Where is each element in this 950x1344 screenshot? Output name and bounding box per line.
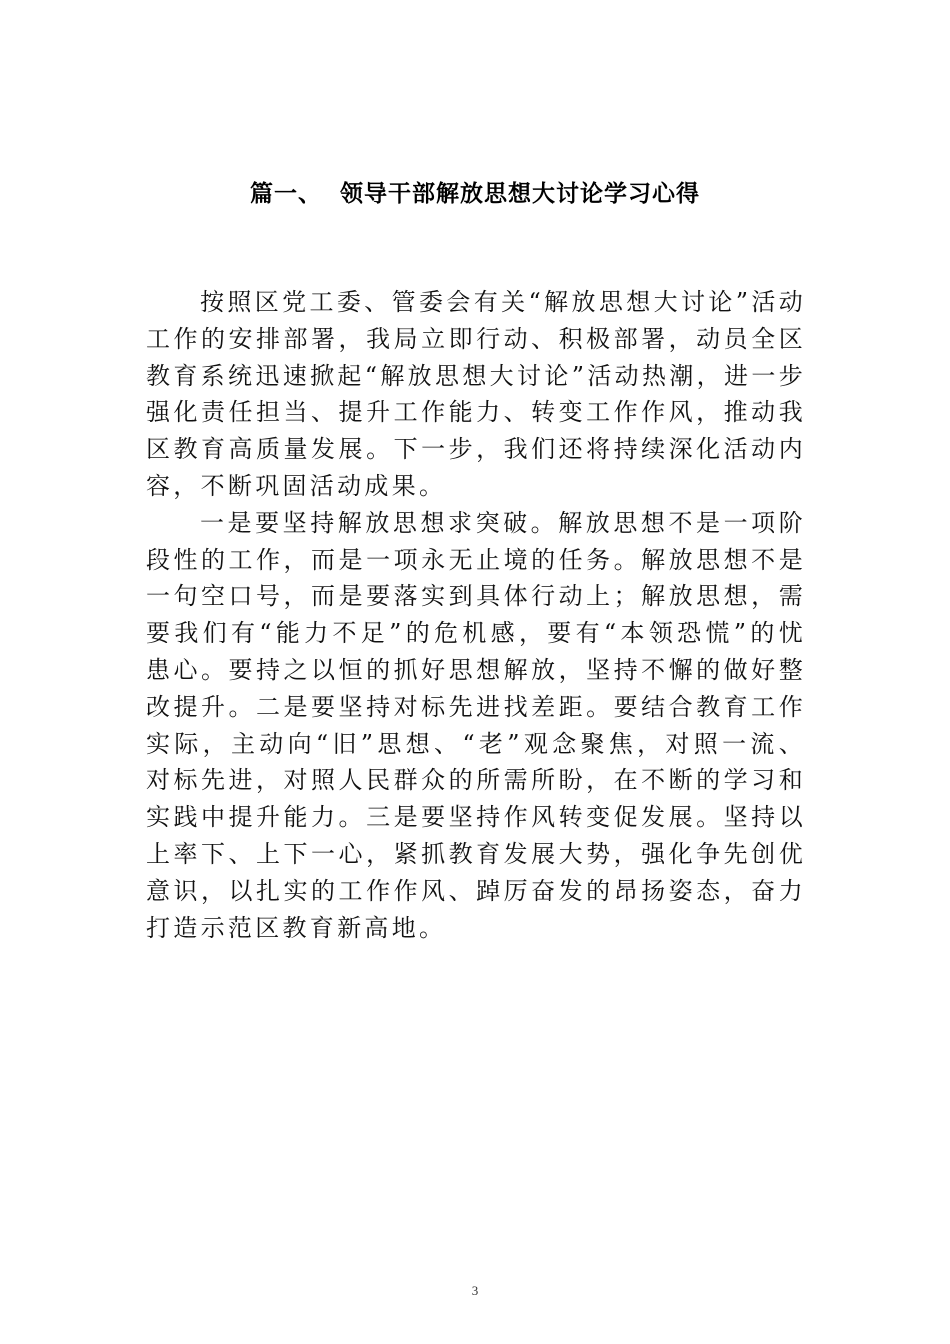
document-title: 篇一、 领导干部解放思想大讨论学习心得 [249,181,700,207]
paragraph-intro: 按照区党工委、管委会有关“解放思想大讨论”活动工作的安排部署，我局立即行动、积极部署，动员全区教育系统迅速掀起“解放思想大讨论”活动热潮，进一步强化责任担当、提升工作能力、转变工作作风，推动我区教育高质量发展。下一步，我们还将持续深化活动内容，不断巩固活动成果。 [146,288,806,500]
page-number: 3 [471,1283,479,1298]
document-body [146,284,806,946]
paragraph-main: 一是要坚持解放思想求突破。解放思想不是一项阶段性的工作，而是一项永无止境的任务。解放思想不是一句空口号，而是要落实到具体行动上；解放思想，需要我们有“能力不足”的危机感，要有“本领恐慌”的忧患心。要持之以恒的抓好思想解放，坚持不懈的做好整改提升。二是要坚持对标先进找差距。要结合教育工作实际，主动向“旧”思想、“老”观念聚焦，对照一流、对标先进，对照人民群众的所需所盼，在不断的学习和实践中提升能力。三是要坚持作风转变促发展。坚持以上率下、上下一心，紧抓教育发展大势，强化争先创优意识，以扎实的工作作风、踔厉奋发的昂扬姿态，奋力打造示范区教育新高地。 [146,508,806,942]
